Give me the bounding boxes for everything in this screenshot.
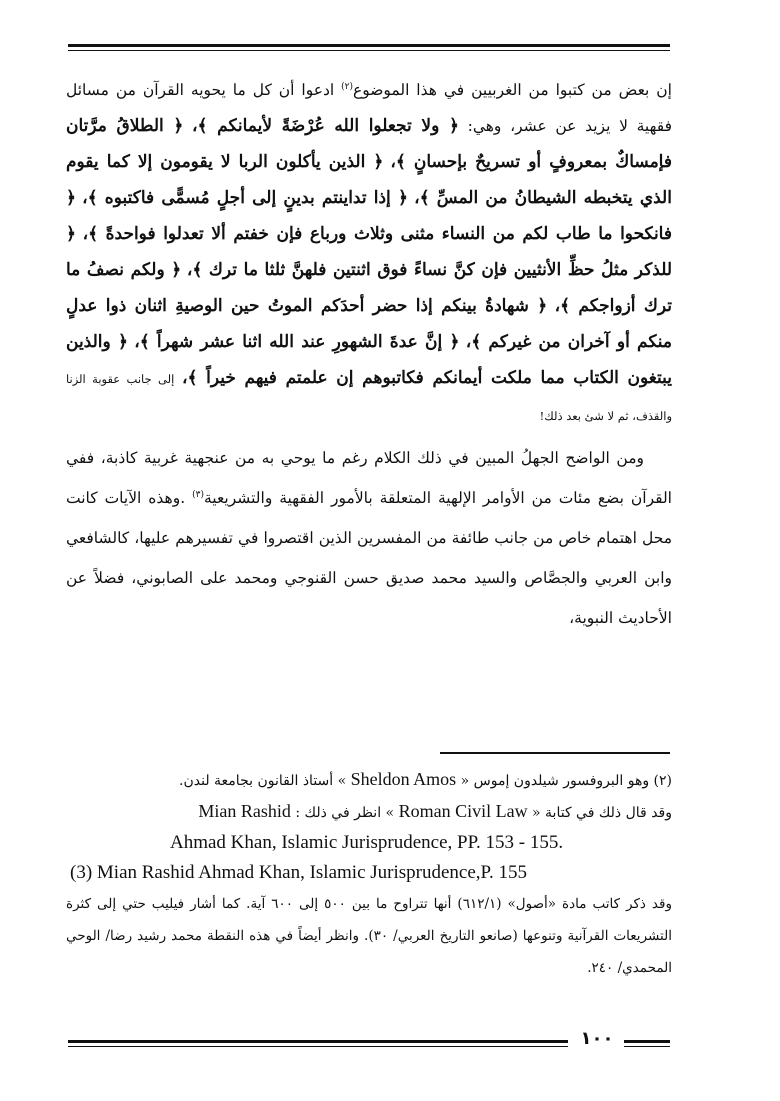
- fn2-ar-part1: (٢) وهو البروفسور شيلدون إموس «: [460, 773, 672, 789]
- footnote-separator: [440, 752, 670, 754]
- quran-verse-4: ﴿ إذا تداينتم بدينٍ إلى أجلٍ مُسمًّى فاكتبوه ﴾،: [82, 188, 408, 208]
- quran-verse-1: ﴿ ولا تجعلوا الله عُرْضَةً لأيمانكم ﴾،: [192, 116, 459, 136]
- footnote-2-line-2: [66, 796, 672, 828]
- quran-verse-10: ﴿ والذين يبتغون الكتاب مما ملكت أيمانكم فكاتبوهم إن علمتم فيهم خيراً ﴾،: [66, 332, 672, 388]
- footnote-ref-2[interactable]: (٢): [341, 81, 353, 92]
- fn2b-en-author: Mian Rashid: [198, 801, 291, 821]
- fn2-en-name: Sheldon Amos: [350, 769, 457, 789]
- footnote-3-english: (3) Mian Rashid Ahmad Khan, Islamic Jurisprudence,P. 155: [70, 862, 527, 883]
- fn2b-ar-part2: » انظر في ذلك :: [295, 805, 395, 821]
- fn2b-ar-part1: وقد قال ذلك في كتابة «: [532, 805, 672, 821]
- footer-rule-left: [68, 1040, 568, 1043]
- quran-verse-8: ﴿ شهادةُ بينكم إذا حضر أحدَكم الموتُ حين الوصيةِ اثنان ذوا عدلٍ منكم أو آخران من غيركم ﴾،: [66, 296, 672, 352]
- quran-verse-2: ﴿ الطلاقُ مرَّتان فإمساكٌ بمعروفٍ أو تسريحٌ بإحسانٍ ﴾،: [66, 116, 672, 172]
- page-footer: [68, 1028, 670, 1052]
- footnotes: [66, 764, 672, 984]
- footnote-2-line-1: [66, 764, 672, 796]
- top-rule-thin: [68, 50, 670, 51]
- footer-rule-right: [624, 1040, 670, 1043]
- para2-text2: .وهذه الآيات كانت محل اهتمام خاص من جانب طائفة من المفسرين الذين اقتصروا في تفسيرهم عليها، كالشافعي وابن العربي والجصَّاص والسيد محمد صديق حسن القنوجي ومحمد على الصابوني، فضلاً عن الأحاديث النبوية،: [66, 489, 672, 627]
- footer-rule-right-thin: [624, 1046, 670, 1047]
- fn2b-en-title: Roman Civil Law: [398, 801, 528, 821]
- paragraph-2: [66, 438, 672, 638]
- paragraph-1: [66, 72, 672, 434]
- footnote-3-arabic: وقد ذكر كاتب مادة «أصول» (٦١٢/١) أنها تتراوح ما بين ٥٠٠ إلى ٦٠٠ آية. كما أشار فيليب حتي إلى كثرة التشريعات القرآنية وتنوعها (صانعو التاريخ العربي/ ٣٠). وانظر أيضاً في هذه النقطة محمد رشيد رضا/ الوحي المحمدي/ ٢٤٠.: [66, 896, 672, 976]
- main-text: [66, 72, 672, 638]
- fn2-ar-part2: » أستاذ القانون بجامعة لندن.: [179, 773, 347, 789]
- para2-text1: ومن الواضح الجهلُ المبين في ذلك الكلام رغم ما يوحي به من عنجهية غربية كاذبة، ففي القرآن بضع مئات من الأوامر الإلهية المتعلقة بالأمور الفقهية والتشريعية: [66, 449, 672, 507]
- quran-verse-6: ﴿ للذكر مثلُ حظِّ الأنثيين فإن كنَّ نساءً فوق اثنتين فلهنَّ ثلثا ما ترك ﴾،: [66, 224, 673, 280]
- para1-intro: إن بعض من كتبوا من الغربيين في هذا الموضوع: [352, 81, 672, 99]
- top-rule-thick: [68, 44, 670, 47]
- quran-verse-3: ﴿ الذين يأكلون الربا لا يقومون إلا كما يقوم الذي يتخبطه الشيطانُ من المسِّ ﴾،: [66, 152, 672, 208]
- para1-intro2: ادعوا أن كل ما يحويه القرآن من مسائل فقهية لا يزيد عن عشر، وهي:: [66, 81, 672, 135]
- footer-rule-left-thin: [68, 1046, 568, 1047]
- quran-verse-9: ﴿ إنَّ عدةَ الشهورِ عند الله اثنا عشر شهراً ﴾،: [134, 332, 460, 352]
- quran-verse-7: ﴿ ولكم نصفُ ما ترك أزواجكم ﴾،: [66, 260, 672, 316]
- para1-tail: إلى جانب عقوبة الزنا والقذف، ثم لا شئ بعد ذلك!: [66, 372, 672, 423]
- page-number: ١٠٠: [580, 1028, 614, 1049]
- footnote-ref-3[interactable]: (٣): [192, 489, 204, 500]
- quran-verse-5: ﴿ فانكحوا ما طاب لكم من النساء مثنى وثلاث ورباع فإن خفتم ألا تعدلوا فواحدةً ﴾،: [66, 188, 672, 244]
- footnote-2-line-3: Ahmad Khan, Islamic Jurisprudence, PP. 153 - 155.: [170, 832, 564, 853]
